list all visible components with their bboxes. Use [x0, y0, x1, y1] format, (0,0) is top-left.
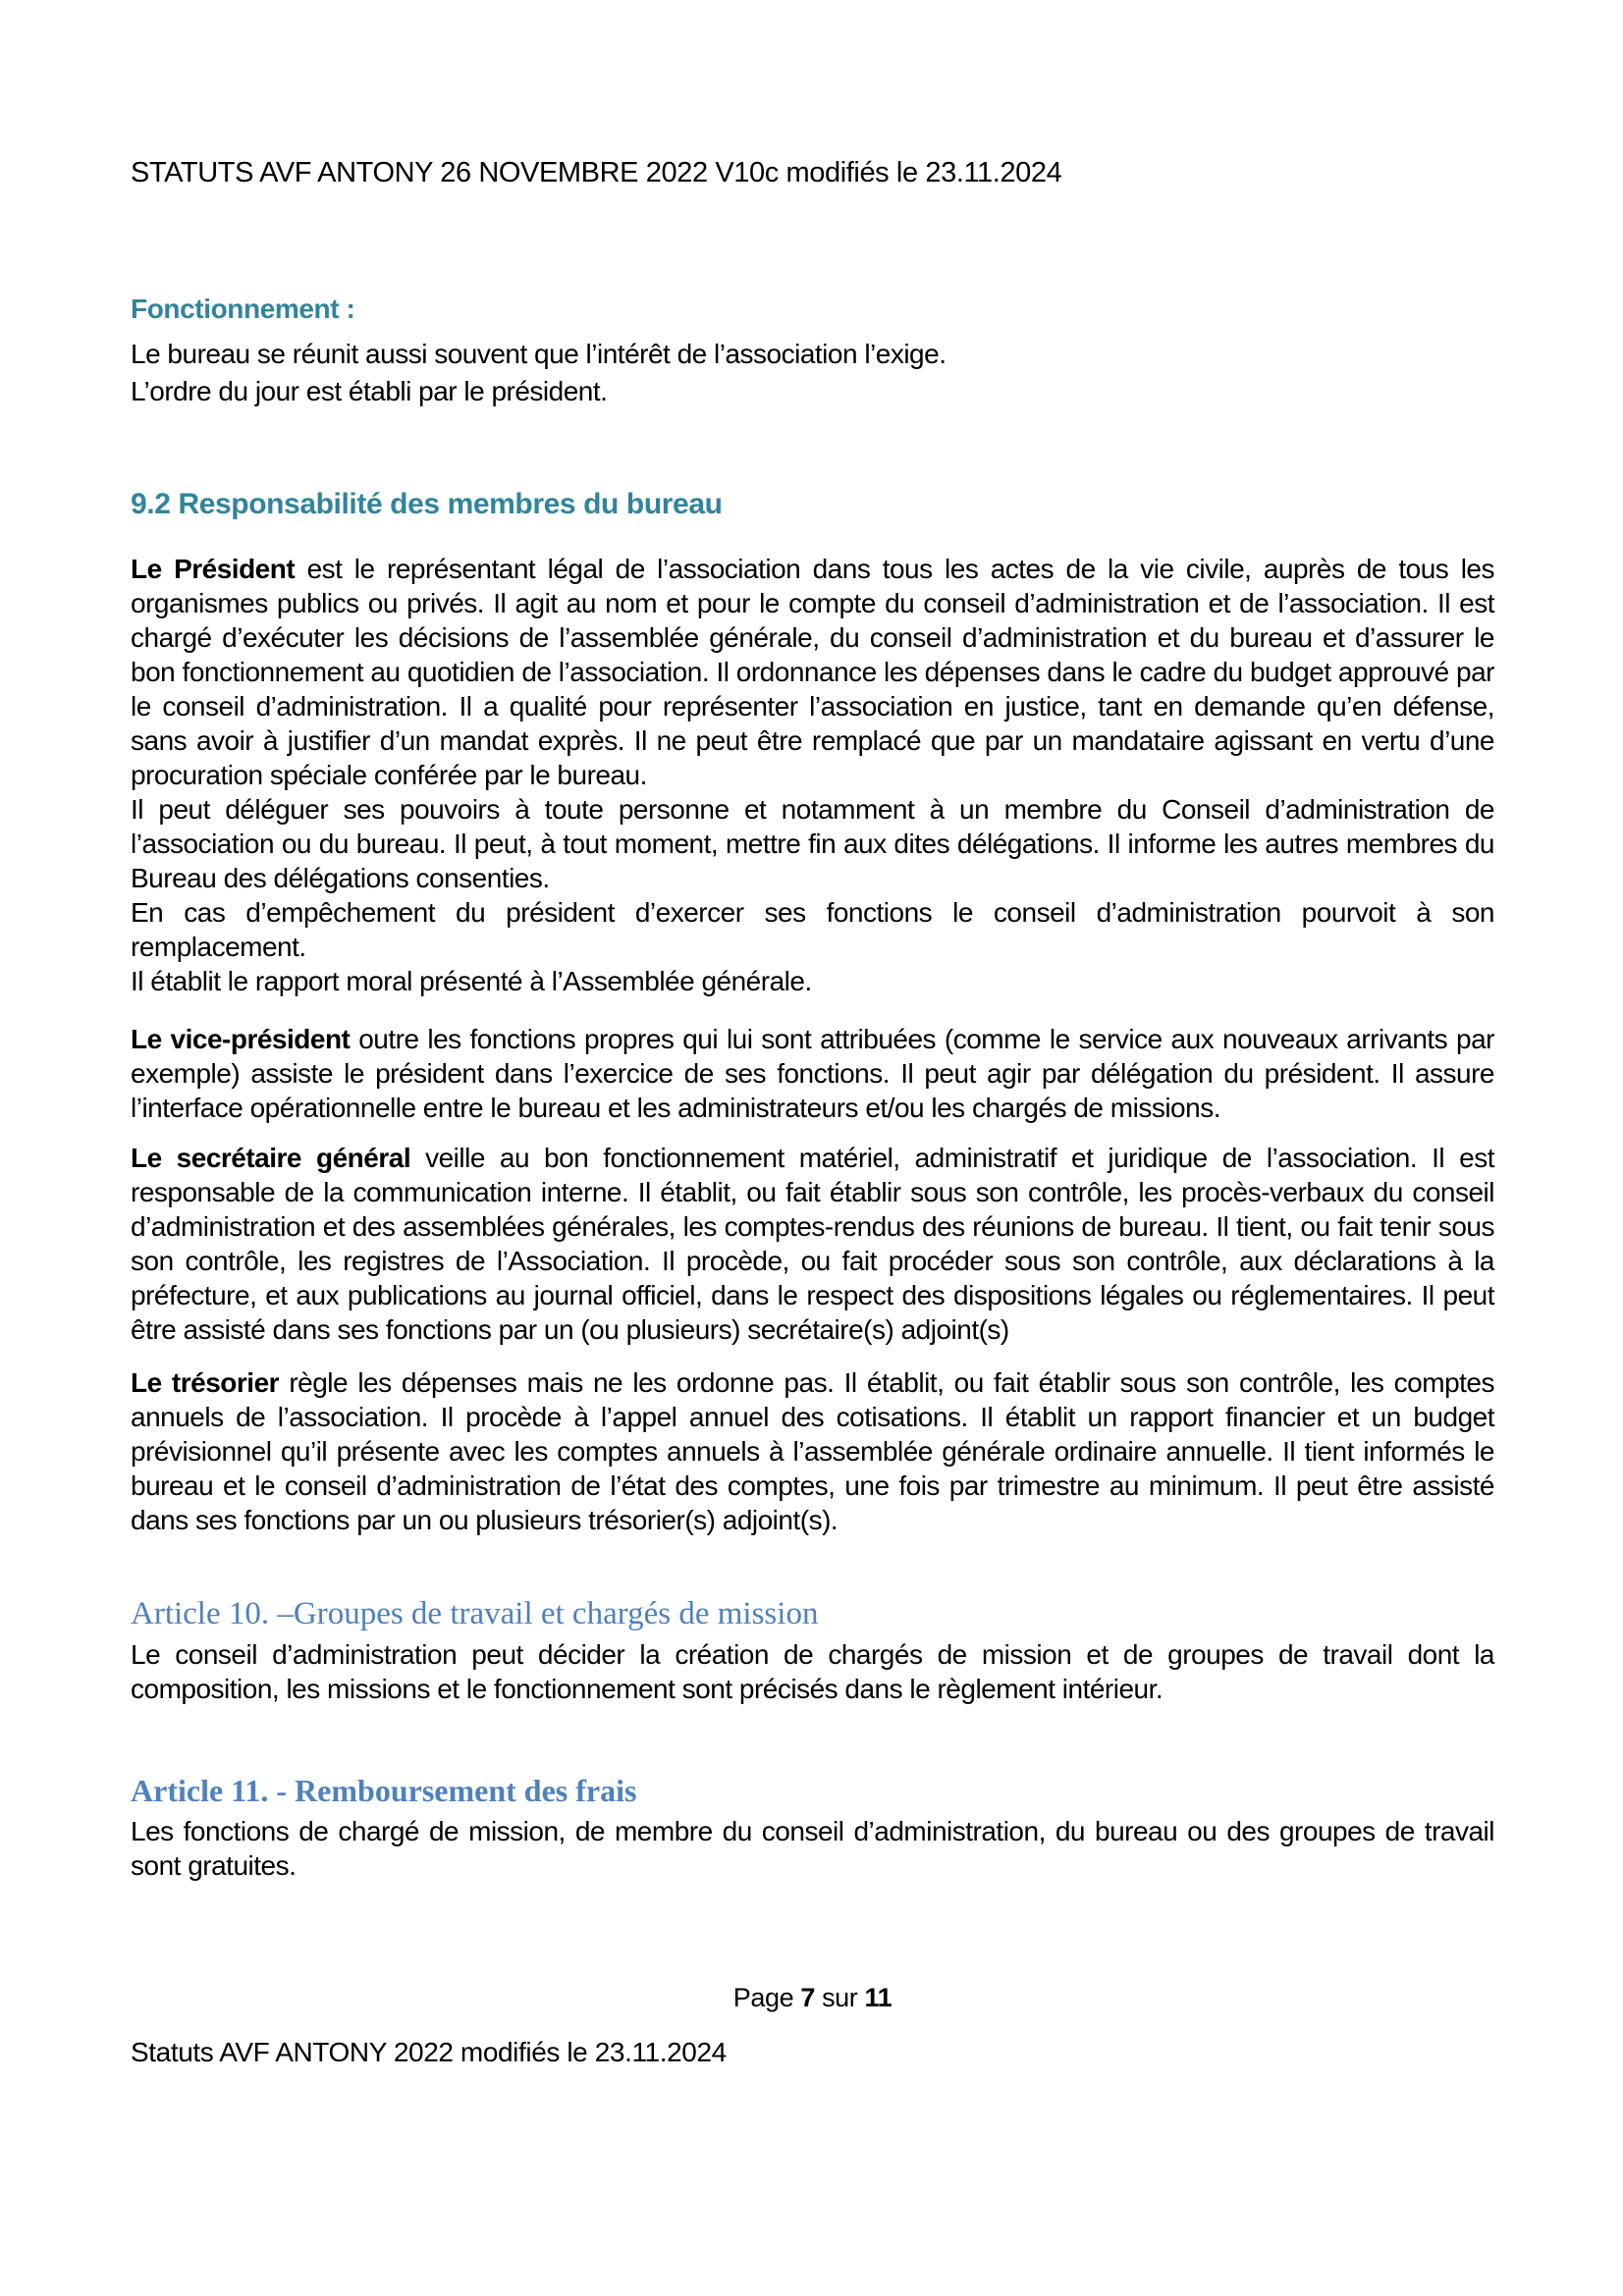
vice-president-text: outre les fonctions propres qui lui sont attribuées (comme le service aux nouveaux arrivants par exemple) assiste le président dans l’exercice de ses fonctions. Il peut agir par délégation du président. Il assure l’interface opérationnelle entre le bureau et les administrateurs et/ou les chargés de missions.: [131, 1024, 1494, 1123]
president-text: est le représentant légal de l’association dans tous les actes de la vie civile, auprès de tous les organismes publics ou privés. Il agit au nom et pour le compte du conseil d’administration et de l’association. Il est chargé d’exécuter les décisions de l’assemblée générale, du conseil d’administration et du bureau et d’assurer le bon fonctionnement au quotidien de l’association. Il ordonnance les dépenses dans le cadre du budget approuvé par le conseil d’administration. Il a qualité pour représenter l’association en justice, tant en demande qu’en défense, sans avoir à justifier d’un mandat exprès. Il ne peut être remplacé que par un mandataire agissant en vertu d’une procuration spéciale conférée par le bureau.: [131, 554, 1494, 790]
paragraph-president-rapport-moral: Il établit le rapport moral présenté à l’Assemblée générale.: [131, 966, 812, 996]
paragraph-president: [131, 552, 1494, 792]
footer-document-reference: Statuts AVF ANTONY 2022 modifiés le 23.11.2024: [131, 2037, 727, 2067]
secretaire-general-text: veille au bon fonctionnement matériel, administratif et juridique de l’association. Il est responsable de la communication interne. Il établit, ou fait établir sous son contrôle, les procès-verbaux du conseil d’administration et des assemblées générales, les comptes-rendus des réunions de bureau. Il tient, ou fait tenir sous son contrôle, les registres de l’Association. Il procède, ou fait procéder sous son contrôle, aux déclarations à la préfecture, et aux publications au journal officiel, dans le respect des dispositions légales ou réglementaires. Il peut être assisté dans ses fonctions par un (ou plusieurs) secrétaire(s) adjoint(s): [131, 1143, 1495, 1345]
page-number: 7: [800, 1983, 815, 2012]
article-11-heading: Article 11. - Remboursement des frais: [131, 1773, 637, 1808]
vice-president-lead: Le vice-président: [131, 1024, 351, 1054]
tresorier-lead: Le trésorier: [131, 1367, 280, 1398]
paragraph-vice-president: [131, 1022, 1494, 1125]
paragraph-tresorier: [131, 1365, 1494, 1537]
paragraph-president-delegation: Il peut déléguer ses pouvoirs à toute personne et notamment à un membre du Conseil d’administration de l’association ou du bureau. Il peut, à tout moment, mettre fin aux dites délégations. Il informe les autres membres du Bureau des délégations consenties.: [131, 794, 1494, 893]
paragraph-president-empechement: En cas d’empêchement du président d’exercer ses fonctions le conseil d’administration pourvoit à son remplacement.: [131, 897, 1494, 962]
page-number-footer: [131, 1981, 1494, 2014]
article-10-body: Le conseil d’administration peut décider la création de chargés de mission et de groupes de travail dont la composition, les missions et le fonctionnement sont précisés dans le règlement intérieur.: [131, 1639, 1494, 1704]
article-11-body: Les fonctions de chargé de mission, de membre du conseil d’administration, du bureau ou des groupes de travail sont gratuites.: [131, 1816, 1494, 1881]
section-9-2-heading: 9.2 Responsabilité des membres du bureau: [131, 488, 723, 520]
page-total: 11: [864, 1983, 893, 2012]
tresorier-text: règle les dépenses mais ne les ordonne pas. Il établit, ou fait établir sous son contrôle, les comptes annuels de l’association. Il procède à l’appel annuel des cotisations. Il établit un rapport financier et un budget prévisionnel qu’il présente avec les comptes annuels à l’assemblée générale ordinaire annuelle. Il tient informés le bureau et le conseil d’administration de l’état des comptes, une fois par trimestre au minimum. Il peut être assisté dans ses fonctions par un ou plusieurs trésorier(s) adjoint(s).: [131, 1367, 1494, 1535]
fonctionnement-line-1: Le bureau se réunit aussi souvent que l’intérêt de l’association l’exige.: [131, 339, 947, 369]
paragraph-secretaire-general: [131, 1141, 1494, 1347]
fonctionnement-paragraph: [131, 336, 1494, 410]
page-word: Page: [732, 1983, 794, 2012]
secretaire-general-lead: Le secrétaire général: [131, 1143, 411, 1173]
fonctionnement-heading: Fonctionnement :: [131, 294, 355, 324]
president-lead: Le Président: [131, 554, 296, 584]
sur-word: sur: [822, 1983, 858, 2012]
article-10-heading: Article 10. –Groupes de travail et chargés de mission: [131, 1596, 819, 1631]
document-header-title: STATUTS AVF ANTONY 26 NOVEMBRE 2022 V10c modifiés le 23.11.2024: [131, 157, 1062, 188]
fonctionnement-line-2: L’ordre du jour est établi par le président.: [131, 376, 608, 406]
